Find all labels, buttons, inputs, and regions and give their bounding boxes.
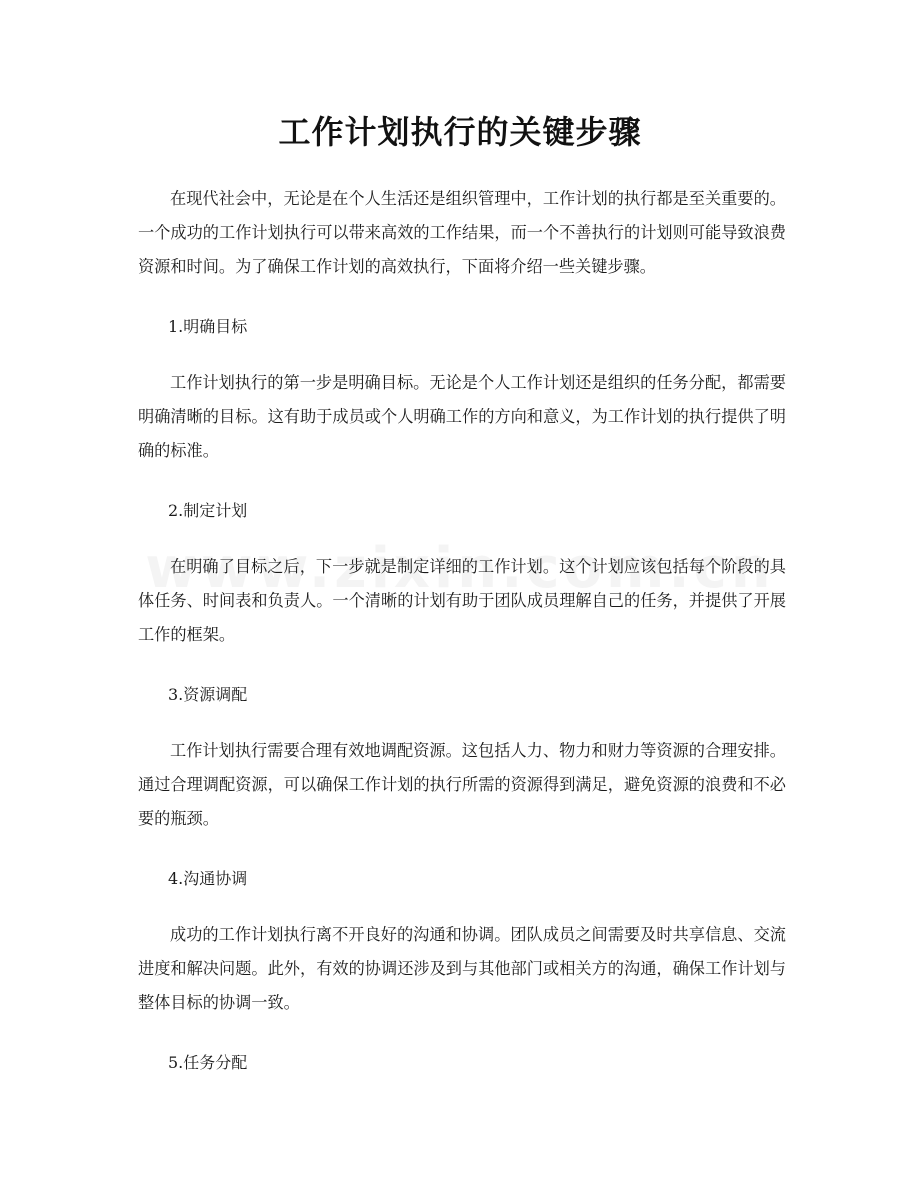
document-title: 工作计划执行的关键步骤 xyxy=(278,113,642,151)
section-heading-4: 4.沟通协调 xyxy=(168,869,248,888)
section-paragraph-4: 成功的工作计划执行离不开良好的沟通和协调。团队成员之间需要及时共享信息、交流进度和解决问题。此外，有效的协调还涉及到与其他部门或相关方的沟通，确保工作计划与整体目标的协调一致。 xyxy=(138,925,786,1012)
section-heading-3: 3.资源调配 xyxy=(168,685,248,704)
section-heading-5: 5.任务分配 xyxy=(168,1053,248,1072)
section-heading-2: 2.制定计划 xyxy=(168,501,248,520)
section-heading-1: 1.明确目标 xyxy=(168,317,248,336)
section-paragraph-2: 在明确了目标之后，下一步就是制定详细的工作计划。这个计划应该包括每个阶段的具体任务、时间表和负责人。一个清晰的计划有助于团队成员理解自己的任务，并提供了开展工作的框架。 xyxy=(138,557,786,644)
document-body xyxy=(138,182,786,1102)
section-paragraph-3: 工作计划执行需要合理有效地调配资源。这包括人力、物力和财力等资源的合理安排。通过合理调配资源，可以确保工作计划的执行所需的资源得到满足，避免资源的浪费和不必要的瓶颈。 xyxy=(138,741,786,828)
section-paragraph-1: 工作计划执行的第一步是明确目标。无论是个人工作计划还是组织的任务分配，都需要明确清晰的目标。这有助于成员或个人明确工作的方向和意义，为工作计划的执行提供了明确的标准。 xyxy=(138,373,786,460)
intro-paragraph: 在现代社会中，无论是在个人生活还是组织管理中，工作计划的执行都是至关重要的。一个成功的工作计划执行可以带来高效的工作结果，而一个不善执行的计划则可能导致浪费资源和时间。为了确保工作计划的高效执行，下面将介绍一些关键步骤。 xyxy=(138,189,786,276)
